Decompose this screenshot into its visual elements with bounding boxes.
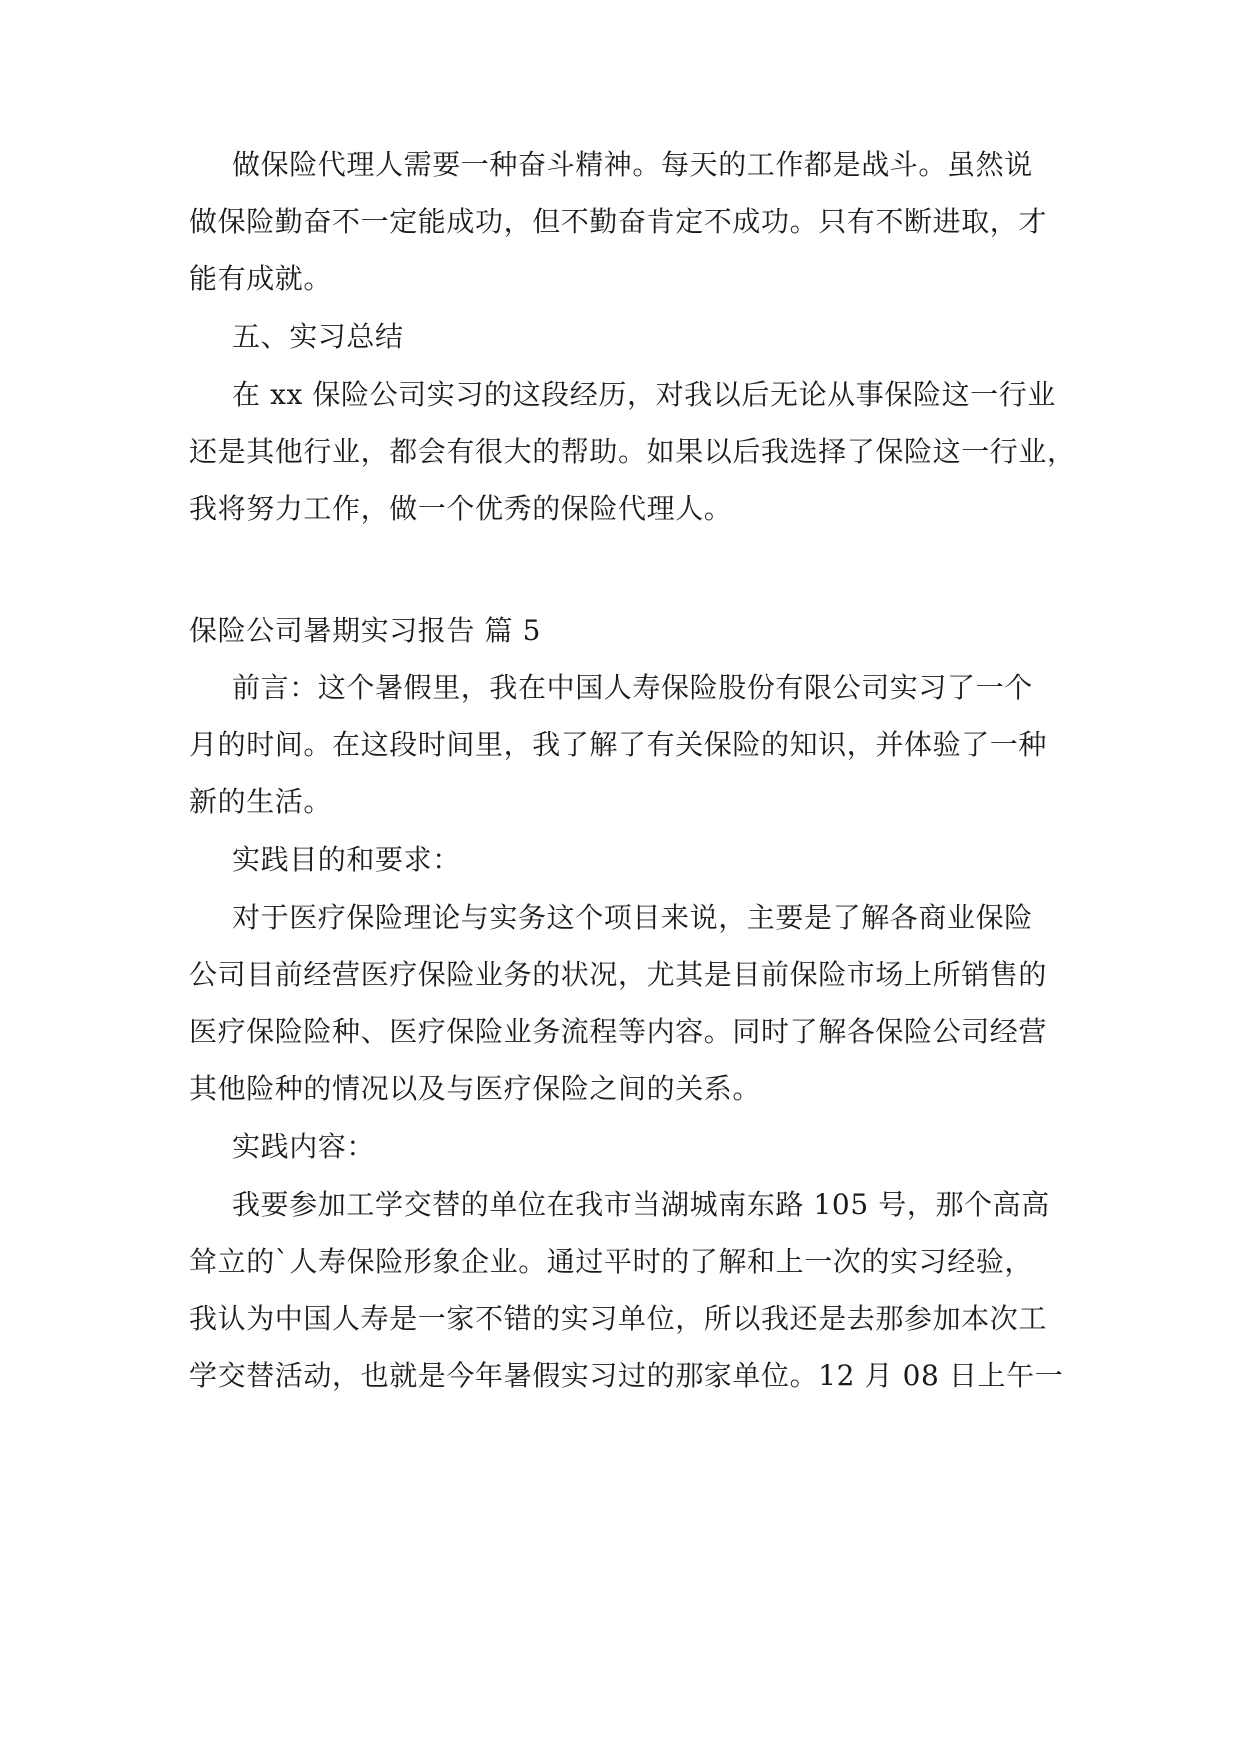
paragraph-line: 做保险代理人需要一种奋斗精神。每天的工作都是战斗。虽然说	[232, 148, 1033, 181]
article-title: 保险公司暑期实习报告 篇 5	[189, 614, 542, 647]
paragraph-line: 对于医疗保险理论与实务这个项目来说，主要是了解各商业保险	[232, 901, 1033, 934]
section-heading: 实践目的和要求：	[232, 843, 461, 876]
paragraph-line: 能有成就。	[189, 262, 333, 295]
paragraph-line: 在 xx 保险公司实习的这段经历，对我以后无论从事保险这一行业	[232, 378, 1056, 411]
paragraph-line: 学交替活动，也就是今年暑假实习过的那家单位。12 月 08 日上午一	[189, 1359, 1064, 1392]
paragraph-line: 公司目前经营医疗保险业务的状况，尤其是目前保险市场上所销售的	[189, 958, 1048, 991]
paragraph-line: 我将努力工作，做一个优秀的保险代理人。	[189, 492, 733, 525]
section-heading: 五、实习总结	[232, 320, 404, 353]
paragraph-line: 做保险勤奋不一定能成功，但不勤奋肯定不成功。只有不断进取，才	[189, 205, 1048, 238]
paragraph-line: 我要参加工学交替的单位在我市当湖城南东路 105 号，那个高高	[232, 1188, 1050, 1221]
paragraph-line: 新的生活。	[189, 785, 333, 818]
paragraph-line: 月的时间。在这段时间里，我了解了有关保险的知识，并体验了一种	[189, 728, 1048, 761]
paragraph-line: 其他险种的情况以及与医疗保险之间的关系。	[189, 1072, 762, 1105]
paragraph-line: 前言：这个暑假里，我在中国人寿保险股份有限公司实习了一个	[232, 671, 1033, 704]
section-heading: 实践内容：	[232, 1130, 376, 1163]
paragraph-line: 耸立的`人寿保险形象企业。通过平时的了解和上一次的实习经验，	[189, 1245, 1034, 1278]
paragraph-line: 医疗保险险种、医疗保险业务流程等内容。同时了解各保险公司经营	[189, 1015, 1048, 1048]
paragraph-line: 还是其他行业，都会有很大的帮助。如果以后我选择了保险这一行业，	[189, 435, 1076, 468]
paragraph-line: 我认为中国人寿是一家不错的实习单位，所以我还是去那参加本次工	[189, 1302, 1048, 1335]
